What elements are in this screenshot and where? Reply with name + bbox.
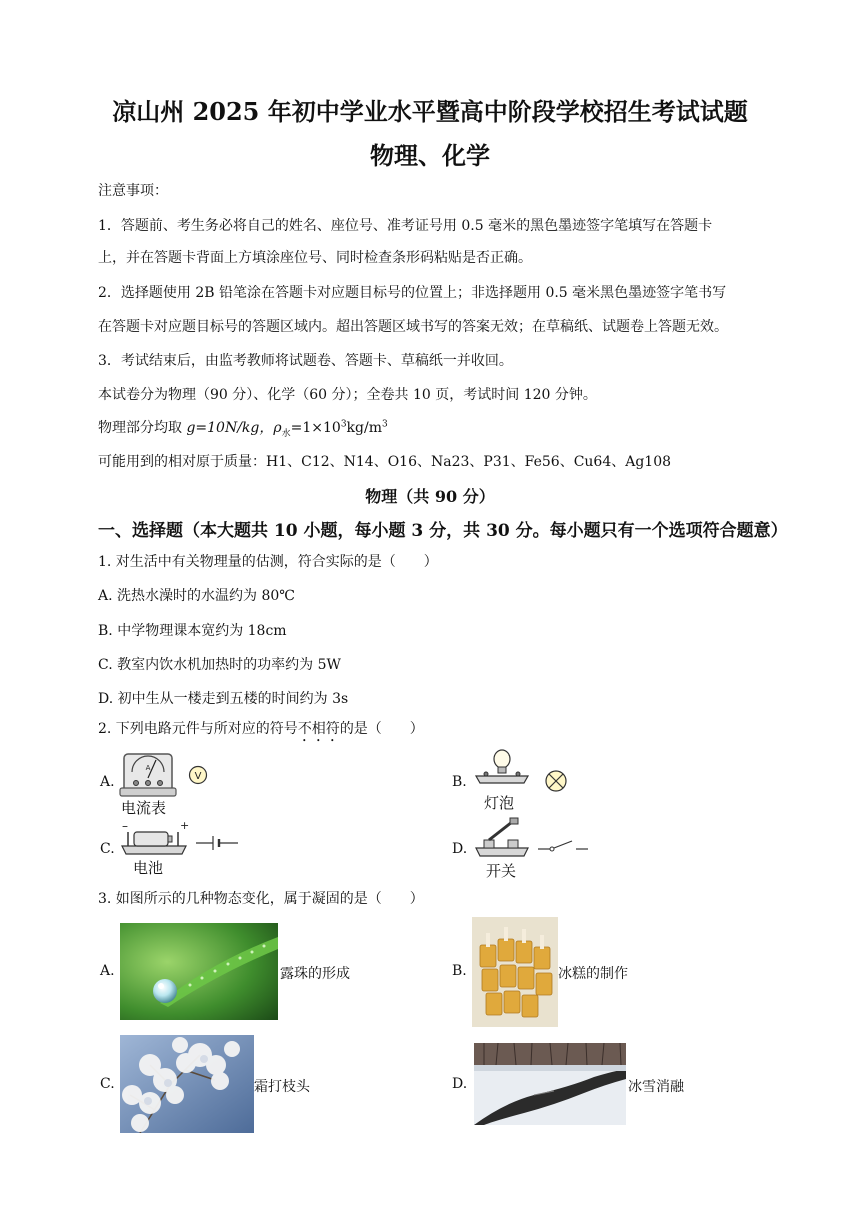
q2-stem-before: 2. 下列电路元件与所对应的符号 (98, 721, 298, 737)
battery-symbol (196, 834, 238, 852)
notice-heading: 注意事项： (98, 183, 168, 199)
svg-text:+: + (180, 820, 190, 832)
bulb-device-illustration (472, 748, 532, 786)
constant-rho-unit-exp: 3 (381, 419, 388, 430)
constant-rho-sub: 水 (281, 428, 291, 439)
q3-option-a-caption: 露珠的形成 (280, 966, 350, 982)
melting-snow-photo (474, 1043, 626, 1125)
q2-stem-after: 的是（ ） (339, 721, 424, 737)
switch-device-illustration (472, 816, 532, 858)
constants-prefix: 物理部分均取 (98, 420, 187, 436)
dew-drop-photo (120, 923, 278, 1020)
q3-option-d-caption: 冰雪消融 (628, 1079, 684, 1095)
section-1-heading: 一、选择题（本大题共 10 小题，每小题 3 分，共 30 分。每小题只有一个选项符合题意） (98, 521, 788, 541)
q2-option-a-caption: 电流表 (121, 799, 167, 817)
paper-info: 本试卷分为物理（90 分）、化学（60 分）；全卷共 10 页，考试时间 120 分钟。 (98, 387, 597, 403)
q3-option-c-letter: C. (100, 1076, 115, 1092)
q2-option-b-letter: B. (452, 774, 467, 790)
q3-option-a-letter: A. (100, 963, 115, 979)
q3-option-b-letter: B. (452, 963, 467, 979)
meter-face-letter: A (145, 764, 151, 772)
q1-option-b: B. 中学物理课本宽约为 18cm (98, 623, 287, 639)
atomic-masses: 可能用到的相对原于质量：H1、C12、N14、O16、Na23、P31、Fe56、Cu64、Ag108 (98, 454, 672, 470)
q1-option-d: D. 初中生从一楼走到五楼的时间约为 3s (98, 691, 349, 707)
constant-rho-exp: 3 (340, 419, 347, 430)
voltmeter-symbol (188, 765, 208, 785)
lamp-symbol (544, 769, 568, 793)
q1-stem: 1. 对生活中有关物理量的估测，符合实际的是（ ） (98, 554, 438, 570)
q2-option-c-letter: C. (100, 841, 115, 857)
q2-option-a-letter: A. (100, 774, 115, 790)
q3-option-c-caption: 霜打枝头 (254, 1079, 310, 1095)
switch-symbol (538, 838, 588, 856)
voltmeter-symbol-letter: V (194, 771, 202, 782)
notice-line-5: 3．考试结束后，由监考教师将试题卷、答题卡、草稿纸一并收回。 (98, 353, 513, 369)
q2-option-d-caption: 开关 (486, 862, 517, 880)
q3-option-b-caption: 冰糕的制作 (558, 966, 628, 982)
frost-branch-photo (120, 1035, 254, 1133)
q2-option-c-caption: 电池 (133, 859, 164, 877)
q3-option-d-letter: D. (452, 1076, 468, 1092)
q1-option-a: A. 洗热水澡时的水温约为 80℃ (98, 588, 295, 604)
notice-line-1: 1．答题前、考生务必将自己的姓名、座位号、准考证号用 0.5 毫米的黑色墨迹签字笔填写在答题卡 (98, 218, 713, 234)
q1-option-c: C. 教室内饮水机加热时的功率约为 5W (98, 657, 341, 673)
constant-rho: ρ (273, 420, 282, 436)
constant-rho-unit: kg/m (346, 420, 382, 436)
svg-text:–: – (122, 820, 128, 833)
battery-device-illustration (118, 820, 190, 858)
constant-g: g=10N/kg， (186, 420, 274, 436)
q3-stem: 3. 如图所示的几种物态变化，属于凝固的是（ ） (98, 891, 424, 907)
physics-heading: 物理（共 90 分） (365, 487, 495, 506)
q2-stem-emphasis: 不相符 (297, 721, 340, 737)
constant-rho-value: =1×10 (290, 420, 341, 436)
page-title: 凉山州 2025 年初中学业水平暨高中阶段学校招生考试试题 (112, 97, 748, 126)
q2-option-d-letter: D. (452, 841, 468, 857)
q2-option-b-caption: 灯泡 (484, 794, 515, 812)
popsicle-photo (472, 917, 558, 1027)
notice-line-4: 在答题卡对应题目标号的答题区域内。超出答题区域书写的答案无效；在草稿纸、试题卷上答题无效。 (98, 319, 728, 335)
ammeter-device-illustration (118, 752, 180, 798)
notice-line-2: 上，并在答题卡背面上方填涂座位号、同时检查条形码粘贴是否正确。 (98, 250, 532, 266)
notice-line-3: 2．选择题使用 2B 铅笔涂在答题卡对应题目标号的位置上；非选择题用 0.5 毫米黑色墨迹签字笔书写 (98, 285, 727, 301)
constants-line (98, 417, 388, 439)
q2-stem (98, 718, 424, 745)
page-subtitle: 物理、化学 (370, 141, 490, 170)
